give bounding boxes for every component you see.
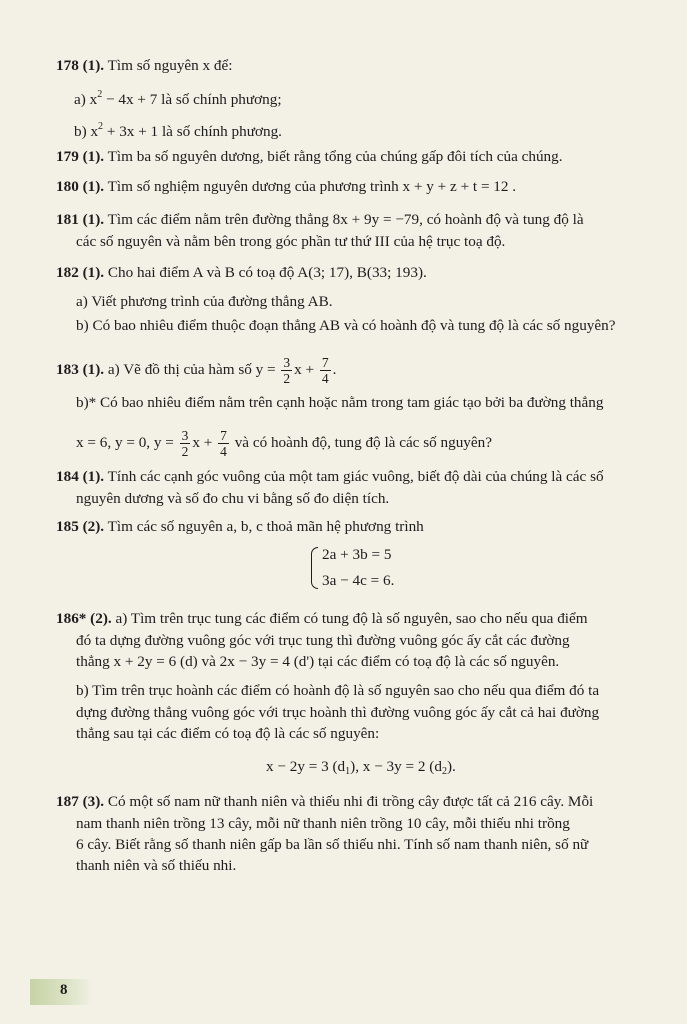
problem-text: x = 6, y = 0, y = <box>76 433 174 451</box>
fraction <box>180 428 191 459</box>
problem-text: các số nguyên và nằm bên trong góc phần tư thứ III của hệ trục toạ độ. <box>76 233 506 250</box>
problem-text: 6 cây. Biết rằng số thanh niên gấp ba lần số thiếu nhi. Tính số nam thanh niên, số nữ <box>76 836 589 853</box>
problem-text: Tìm số nguyên x để: <box>107 57 233 74</box>
numerator: 3 <box>181 428 189 443</box>
problem-text: b)* Có bao nhiêu điểm nằm trên cạnh hoặc nằm trong tam giác tạo bởi ba đường thẳng <box>76 394 604 411</box>
numerator: 7 <box>321 355 329 370</box>
problem-181-line2 <box>76 232 505 252</box>
problem-number: 184 (1). <box>56 468 105 485</box>
equation-text: ), x − 3y = 2 (d <box>350 758 442 775</box>
item-label: a) <box>74 91 86 108</box>
punctuation: . <box>332 360 337 378</box>
problem-text: a) Tìm trên trục tung các điểm có tung độ là số nguyên, sao cho nếu qua điểm <box>115 610 588 627</box>
problem-number: 182 (1). <box>56 264 105 281</box>
problem-183-a <box>56 355 336 386</box>
numerator: 3 <box>283 355 291 370</box>
expression-text: x + <box>192 433 213 451</box>
problem-text: b) Có bao nhiêu điểm thuộc đoạn thẳng AB và có hoành độ và tung độ là các số nguyên? <box>76 317 616 334</box>
problem-178-a <box>74 90 282 110</box>
problem-186-a-line1 <box>56 609 588 629</box>
problem-186-b-line1 <box>76 681 599 701</box>
problem-187-line3 <box>76 835 588 855</box>
problem-number: 181 (1). <box>56 211 105 228</box>
denominator: 2 <box>283 371 291 386</box>
problem-186-b-line2 <box>76 703 599 723</box>
problem-text: nguyên dương và số đo chu vi bằng số đo diện tích. <box>76 490 390 507</box>
problem-text: a) Vẽ đồ thị của hàm số y = <box>107 360 276 378</box>
problem-number: 187 (3). <box>56 793 105 810</box>
exponent: 2 <box>98 121 104 132</box>
expression-text: x + <box>294 360 315 378</box>
problem-text: Có một số nam nữ thanh niên và thiếu nhi đi trồng cây được tất cả 216 cây. Mỗi <box>107 793 594 810</box>
problem-text: thẳng x + 2y = 6 (d) và 2x − 3y = 4 (d') tại các điểm có toạ độ là các số nguyên. <box>76 653 560 670</box>
problem-text: thẳng sau tại các điểm có toạ độ là các số nguyên: <box>76 725 380 742</box>
page-number: 8 <box>60 982 68 998</box>
problem-186-b-line3 <box>76 724 379 744</box>
problem-183-b-line1 <box>76 393 603 413</box>
numerator: 7 <box>220 428 227 443</box>
fraction <box>281 355 292 386</box>
problem-text: thanh niên và số thiếu nhi. <box>76 857 237 874</box>
problem-text: Tìm số nghiệm nguyên dương của phương trình x + y + z + t = 12 . <box>107 178 517 195</box>
problem-number: 180 (1). <box>56 178 105 195</box>
expression-text: − 4x + 7 là số chính phương; <box>106 91 282 108</box>
fraction <box>218 428 229 459</box>
problem-text: đó ta dựng đường vuông góc với trục tung thì đường vuông góc ấy cắt các đường <box>76 632 570 649</box>
subscript: 2 <box>441 766 447 777</box>
denominator: 2 <box>181 444 189 459</box>
problem-182-a <box>76 292 333 312</box>
variable: x <box>89 91 98 108</box>
curly-brace-icon <box>311 547 318 589</box>
problem-186-a-line2 <box>76 631 570 651</box>
problem-179 <box>56 147 563 167</box>
problem-text: và có hoành độ, tung độ là các số nguyên? <box>234 433 492 451</box>
denominator: 4 <box>321 371 329 386</box>
problem-text: Cho hai điểm A và B có toạ độ A(3; 17), B(33; 193). <box>107 264 427 281</box>
problem-186-equations <box>266 757 456 777</box>
problem-187-line4 <box>76 856 236 876</box>
problem-182-b <box>76 316 615 336</box>
problem-text: Tính các cạnh góc vuông của một tam giác vuông, biết độ dài của chúng là các số <box>107 468 604 485</box>
equation-text: x − 2y = 3 (d <box>266 758 346 775</box>
problem-number: 178 (1). <box>56 57 105 74</box>
problem-number: 179 (1). <box>56 148 105 165</box>
problem-183-b-line2 <box>76 428 492 459</box>
problem-text: b) Tìm trên trục hoành các điểm có hoành độ là số nguyên sao cho nếu qua điểm đó ta <box>76 682 600 699</box>
equation-1: 2a + 3b = 5 <box>322 546 392 563</box>
exponent: 2 <box>97 89 103 100</box>
problem-text: Tìm các điểm nằm trên đường thẳng 8x + 9y = −79, có hoành độ và tung độ là <box>107 211 584 228</box>
problem-181-line1 <box>56 210 584 230</box>
page-number-tab <box>30 979 92 1005</box>
problem-text: a) Viết phương trình của đường thẳng AB. <box>76 293 333 310</box>
problem-185 <box>56 517 424 537</box>
equation-2: 3a − 4c = 6. <box>322 572 395 589</box>
item-label: b) <box>74 123 87 140</box>
fraction <box>320 355 331 386</box>
problem-text: nam thanh niên trồng 13 cây, mỗi nữ thanh niên trồng 10 cây, mỗi thiếu nhi trồng <box>76 815 570 832</box>
problem-number: 186* (2). <box>56 610 112 627</box>
problem-text: Tìm các số nguyên a, b, c thoả mãn hệ phương trình <box>107 518 424 535</box>
problem-178-header <box>56 56 232 76</box>
problem-182 <box>56 263 427 283</box>
equation-text: ). <box>446 758 456 775</box>
problem-178-b <box>74 122 282 142</box>
problem-text: Tìm ba số nguyên dương, biết rằng tổng của chúng gấp đôi tích của chúng. <box>107 148 563 165</box>
variable: x <box>90 123 99 140</box>
problem-187-line2 <box>76 814 570 834</box>
problem-186-a-line3 <box>76 652 559 672</box>
problem-number: 183 (1). <box>56 360 105 378</box>
problem-180 <box>56 177 516 197</box>
problem-184-line2 <box>76 489 389 509</box>
problem-187-line1 <box>56 792 593 812</box>
problem-number: 185 (2). <box>56 518 105 535</box>
problem-184-line1 <box>56 467 604 487</box>
problem-text: dựng đường thẳng vuông góc với trục hoành thì đường vuông góc ấy cắt cả hai đường <box>76 704 600 721</box>
subscript: 1 <box>345 766 351 777</box>
denominator: 4 <box>220 444 227 459</box>
expression-text: + 3x + 1 là số chính phương. <box>106 123 282 140</box>
